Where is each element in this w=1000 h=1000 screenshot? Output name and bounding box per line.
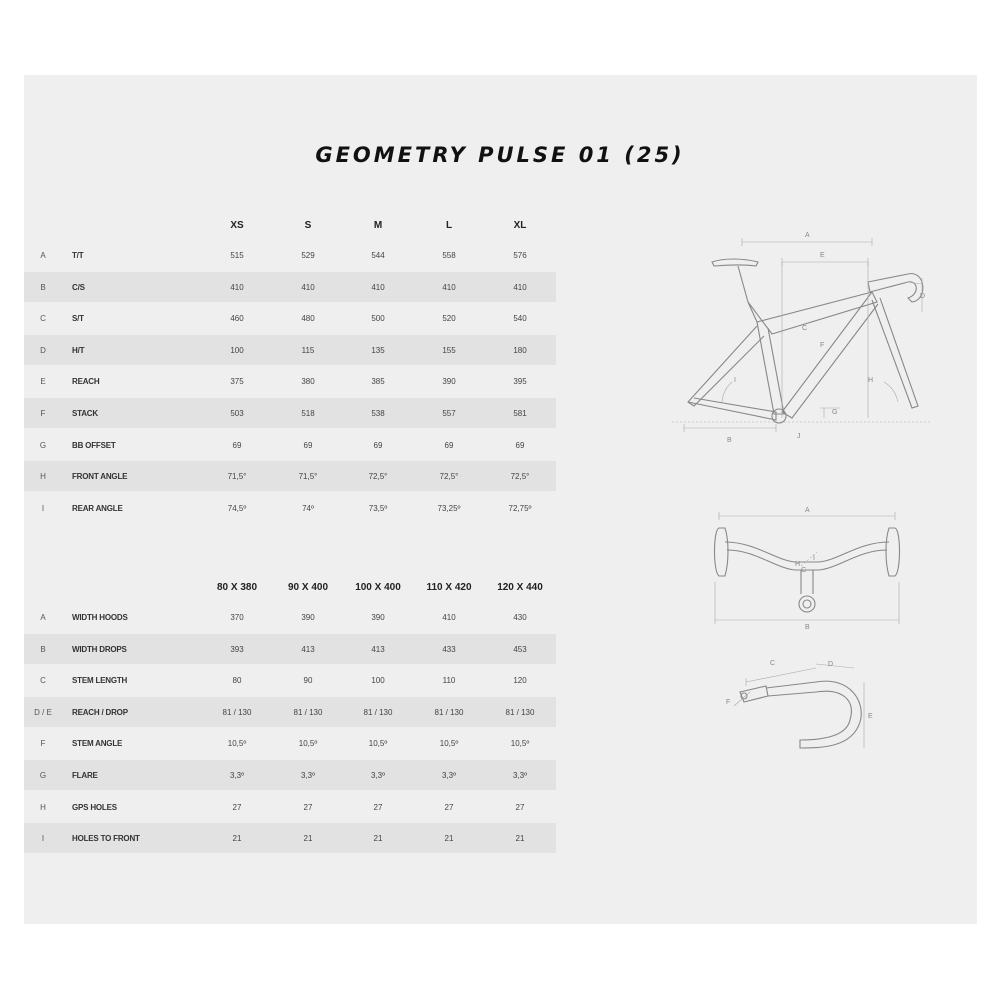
cell-value: 69	[303, 440, 313, 450]
row-label: FRONT ANGLE	[72, 472, 128, 482]
table-row	[24, 823, 556, 853]
column-header: 120 X 440	[497, 582, 543, 593]
row-code: H	[40, 802, 46, 812]
cell-value: 21	[444, 834, 454, 844]
cell-value: 544	[371, 251, 385, 260]
row-code: A	[40, 251, 46, 260]
cockpit-table-header	[24, 578, 556, 602]
cell-value: 3,3º	[229, 770, 245, 780]
cell-value: 81 / 130	[434, 707, 464, 717]
cell-value: 115	[301, 345, 315, 355]
diagram-label-f: F	[820, 342, 825, 349]
row-label: GPS HOLES	[72, 802, 117, 812]
cell-value: 410	[301, 282, 315, 292]
cell-value: 529	[301, 251, 315, 260]
cell-value: 390	[301, 613, 315, 622]
bar-label-i: I	[813, 555, 815, 562]
cell-value: 460	[230, 314, 244, 324]
cell-value: 100	[230, 345, 244, 355]
steerer-inner-shape	[803, 600, 811, 608]
column-header: 80 X 380	[216, 582, 258, 593]
cell-value: 500	[371, 314, 385, 324]
row-label: STACK	[72, 408, 98, 418]
fork-shape	[872, 298, 918, 408]
row-code: C	[40, 676, 46, 686]
dim-h-arc	[884, 382, 898, 402]
cell-value: 10,5º	[439, 739, 459, 749]
column-header: 90 X 400	[287, 582, 329, 593]
cell-value: 72,5°	[368, 472, 388, 482]
table-row	[24, 792, 556, 822]
cell-value: 21	[373, 834, 383, 844]
dim-d-line	[816, 664, 854, 668]
cell-value: 375	[230, 377, 244, 387]
cell-value: 410	[230, 282, 244, 292]
cell-value: 90	[303, 676, 313, 686]
table-row	[24, 634, 556, 664]
column-header: 110 X 420	[426, 582, 472, 593]
chainstay-shape	[688, 398, 776, 420]
table-row	[24, 272, 556, 302]
bar-label-g: G	[801, 567, 807, 574]
cell-value: 69	[232, 440, 242, 450]
row-label: HOLES TO FRONT	[72, 834, 140, 844]
cell-value: 390	[442, 377, 456, 387]
cell-value: 410	[442, 613, 456, 622]
row-code: C	[40, 314, 46, 324]
cell-value: 27	[303, 802, 313, 812]
row-label: T/T	[72, 251, 84, 260]
cell-value: 3,3º	[441, 770, 457, 780]
dim-b-line	[684, 424, 776, 432]
frame-geometry-diagram	[672, 222, 932, 452]
cell-value: 81 / 130	[363, 707, 393, 717]
cell-value: 120	[513, 676, 527, 686]
cell-value: 395	[513, 377, 527, 387]
table-row	[24, 303, 556, 333]
cell-value: 393	[230, 644, 244, 654]
row-label: WIDTH DROPS	[72, 644, 127, 654]
row-label: H/T	[72, 345, 85, 355]
cell-value: 71,5°	[298, 472, 318, 482]
steerer-shape	[799, 596, 815, 612]
cell-value: 69	[515, 440, 525, 450]
top-tube-shape	[748, 292, 877, 334]
cell-value: 100	[371, 676, 385, 686]
cell-value: 503	[230, 408, 244, 418]
cell-value: 72,75º	[508, 503, 532, 513]
row-code: A	[40, 613, 46, 622]
row-code: F	[40, 739, 46, 749]
cell-value: 515	[230, 251, 244, 260]
cell-value: 453	[513, 644, 527, 654]
cell-value: 410	[513, 282, 527, 292]
column-header: XL	[513, 220, 527, 231]
handlebar-shape	[868, 274, 926, 302]
bar-side-label-f: F	[726, 699, 731, 706]
cell-value: 410	[371, 282, 385, 292]
dim-i-arc	[722, 382, 732, 402]
left-drop-shape	[715, 528, 729, 576]
table-row	[24, 493, 556, 523]
dim-a-line	[742, 238, 872, 246]
row-label: REAR ANGLE	[72, 503, 123, 513]
cell-value: 581	[513, 408, 527, 418]
cell-value: 433	[442, 644, 456, 654]
cell-value: 135	[371, 345, 385, 355]
cell-value: 557	[442, 408, 456, 418]
cell-value: 155	[442, 345, 456, 355]
cell-value: 73,25º	[437, 503, 461, 513]
cell-value: 21	[303, 834, 313, 844]
handlebar-side-diagram	[720, 652, 890, 762]
bar-label-a: A	[805, 507, 810, 514]
cell-value: 81 / 130	[293, 707, 323, 717]
cell-value: 390	[371, 613, 385, 622]
bar-label-b: B	[805, 624, 810, 631]
cell-value: 27	[232, 802, 242, 812]
row-code: B	[40, 282, 46, 292]
saddle-shape	[712, 259, 758, 266]
cell-value: 80	[232, 676, 242, 686]
cell-value: 73,5º	[368, 503, 388, 513]
cell-value: 10,5º	[227, 739, 247, 749]
column-header: XS	[230, 220, 244, 231]
diagram-label-c: C	[802, 325, 808, 332]
table-row	[24, 335, 556, 365]
cell-value: 576	[513, 251, 527, 260]
cell-value: 410	[442, 282, 456, 292]
cell-value: 3,3º	[370, 770, 386, 780]
cell-value: 538	[371, 408, 385, 418]
cell-value: 71,5°	[227, 472, 247, 482]
cell-value: 72,5°	[510, 472, 530, 482]
table-row	[24, 240, 556, 270]
column-header: M	[373, 220, 383, 231]
cell-value: 72,5°	[439, 472, 459, 482]
table-row	[24, 398, 556, 428]
row-code: B	[40, 644, 46, 654]
cell-value: 27	[515, 802, 525, 812]
cell-value: 81 / 130	[222, 707, 252, 717]
column-header: S	[304, 220, 312, 231]
diagram-label-a: A	[805, 232, 810, 239]
row-code: G	[39, 770, 47, 780]
bar-side-label-d: D	[828, 661, 834, 668]
cell-value: 480	[301, 314, 315, 324]
seatpost-shape	[738, 266, 748, 302]
row-code: D	[40, 345, 46, 355]
row-code: E	[40, 377, 46, 387]
table-row	[24, 728, 556, 758]
cell-value: 21	[232, 834, 242, 844]
diagram-label-e: E	[820, 252, 825, 259]
bar-side-shape	[766, 681, 861, 748]
table-row	[24, 366, 556, 396]
cell-value: 69	[373, 440, 383, 450]
row-label: FLARE	[72, 770, 98, 780]
row-label: STEM ANGLE	[72, 739, 123, 749]
cell-value: 558	[442, 251, 456, 260]
diagram-label-j: J	[797, 433, 801, 440]
diagram-label-d: D	[920, 293, 926, 300]
cell-value: 380	[301, 377, 315, 387]
cell-value: 3,3º	[300, 770, 316, 780]
diagram-label-b: B	[727, 437, 732, 444]
cell-value: 10,5º	[368, 739, 388, 749]
page-title: GEOMETRY PULSE 01 (25)	[315, 143, 685, 167]
diagram-label-h: H	[868, 377, 874, 384]
column-header: 100 X 400	[355, 582, 401, 593]
cell-value: 3,3º	[512, 770, 528, 780]
row-label: STEM LENGTH	[72, 676, 128, 686]
row-label: REACH	[72, 377, 100, 387]
row-code: I	[41, 503, 45, 513]
bar-side-label-c: C	[770, 660, 776, 667]
row-code: F	[40, 408, 46, 418]
table-row	[24, 697, 556, 727]
cell-value: 74,5º	[227, 503, 247, 513]
cell-value: 413	[371, 644, 385, 654]
cockpit-table	[24, 578, 556, 855]
cell-value: 10,5º	[298, 739, 318, 749]
row-code: I	[41, 834, 45, 844]
handlebar-front-diagram	[705, 502, 915, 632]
row-code: H	[40, 472, 46, 482]
stem-side-shape	[740, 686, 768, 702]
row-label: BB OFFSET	[72, 440, 116, 450]
diagram-label-g: G	[832, 409, 838, 416]
row-label: C/S	[72, 282, 85, 292]
bar-label-h: H	[795, 561, 801, 568]
cell-value: 10,5º	[510, 739, 530, 749]
cell-value: 180	[513, 345, 527, 355]
cell-value: 370	[230, 613, 244, 622]
row-label: WIDTH HOODS	[72, 613, 128, 622]
down-tube-shape	[782, 292, 878, 418]
cell-value: 518	[301, 408, 315, 418]
row-label: S/T	[72, 314, 84, 324]
cell-value: 413	[301, 644, 315, 654]
seatstay-shape	[688, 326, 764, 406]
dim-e-line	[782, 258, 868, 266]
table-row	[24, 760, 556, 790]
diagram-label-i: I	[734, 377, 736, 384]
table-row	[24, 665, 556, 695]
cell-value: 540	[513, 314, 527, 324]
bar-side-label-e: E	[868, 713, 873, 720]
cell-value: 21	[515, 834, 525, 844]
row-code: G	[39, 440, 47, 450]
row-code: D / E	[34, 707, 52, 717]
cell-value: 69	[444, 440, 454, 450]
table-row	[24, 461, 556, 491]
bottom-bracket-shape	[772, 409, 786, 423]
dim-side-lines	[715, 582, 899, 624]
bar-top-shape	[725, 542, 889, 562]
bar-bottom-shape	[727, 550, 887, 570]
cell-value: 27	[444, 802, 454, 812]
cell-value: 520	[442, 314, 456, 324]
right-drop-shape	[886, 528, 900, 576]
cell-value: 74º	[302, 503, 314, 513]
frame-table-header	[24, 216, 556, 240]
cell-value: 81 / 130	[505, 707, 535, 717]
cell-value: 27	[373, 802, 383, 812]
seat-tube-shape	[757, 322, 784, 414]
cell-value: 385	[371, 377, 385, 387]
table-row	[24, 430, 556, 460]
table-row	[24, 602, 556, 632]
column-header: L	[445, 220, 453, 231]
frame-geometry-table	[24, 216, 556, 524]
row-label: REACH / DROP	[72, 707, 128, 717]
cell-value: 110	[442, 676, 456, 686]
cell-value: 430	[513, 613, 527, 622]
